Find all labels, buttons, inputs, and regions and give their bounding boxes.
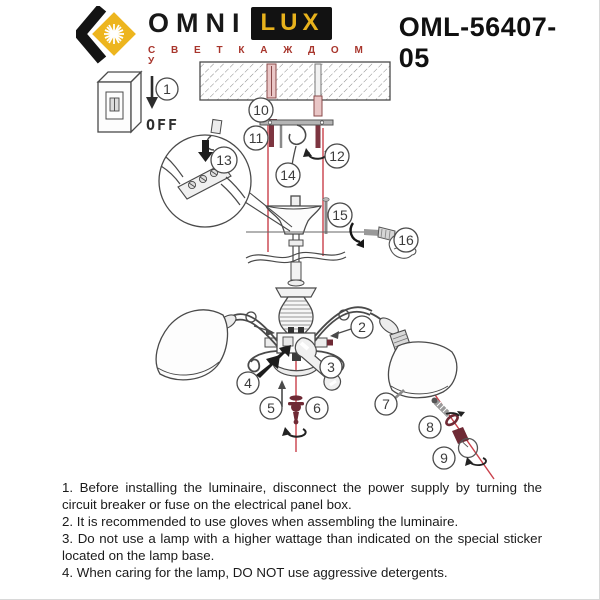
center-column — [276, 288, 316, 333]
svg-text:11: 11 — [248, 130, 264, 146]
svg-text:10: 10 — [253, 102, 269, 118]
ceiling-section — [200, 62, 390, 100]
svg-text:5: 5 — [267, 400, 275, 416]
alignment-guide-lines — [206, 100, 494, 479]
svg-text:6: 6 — [313, 400, 321, 416]
brand-name-secondary: LUX — [251, 7, 332, 40]
instruction-item-2: 2. It is recommended to use gloves when assembling the luminaire. — [62, 514, 459, 529]
svg-text:12: 12 — [329, 148, 345, 164]
rotate-arrow-bottom — [282, 427, 306, 437]
instruction-item-1: 1. Before installing the luminaire, disconnect the power supply by turning the circuit breaker or fuse on the electrical panel box. — [62, 480, 542, 512]
svg-text:2: 2 — [358, 319, 366, 335]
finial-parts — [288, 395, 304, 424]
callout-7 — [375, 393, 397, 415]
callout-4 — [237, 372, 259, 394]
callout-14 — [276, 163, 300, 187]
socket-ring — [445, 411, 465, 427]
callout-1 — [156, 78, 178, 100]
callout-5 — [260, 397, 282, 419]
svg-text:3: 3 — [327, 359, 335, 375]
svg-text:9: 9 — [440, 450, 448, 466]
callout-13 — [211, 147, 237, 173]
rotate-arrow-bulb — [465, 457, 486, 466]
callout-10 — [249, 98, 273, 122]
callout-3 — [320, 356, 342, 378]
wall-anchor-left — [267, 64, 276, 98]
svg-text:7: 7 — [382, 396, 390, 412]
svg-text:15: 15 — [332, 207, 348, 223]
brand-name-primary: OMNI — [148, 7, 247, 38]
svg-text:8: 8 — [426, 419, 434, 435]
svg-text:4: 4 — [244, 375, 252, 391]
brand-tagline: С В Е Т К А Ж Д О М У — [148, 45, 370, 67]
callout-9 — [433, 447, 455, 469]
model-number: OML-56407-05 — [398, 12, 557, 73]
screwdriver-hand — [246, 223, 416, 258]
callout-6 — [306, 397, 328, 419]
canopy — [266, 196, 321, 234]
wall-anchor-right — [314, 64, 322, 116]
callout-2 — [351, 316, 373, 338]
instructions-text — [62, 479, 542, 581]
callout-16 — [394, 228, 418, 252]
right-shade — [388, 342, 456, 398]
wires — [246, 252, 345, 258]
callout-8 — [419, 416, 441, 438]
instruction-item-4: 4. When caring for the lamp, DO NOT use aggressive detergents. — [62, 565, 448, 580]
callout-11 — [244, 126, 268, 150]
left-shade — [156, 310, 238, 380]
svg-text:16: 16 — [398, 232, 414, 248]
mounting-bracket — [260, 120, 333, 125]
callout-12 — [325, 144, 349, 168]
svg-text:14: 14 — [280, 167, 296, 183]
bulb — [452, 427, 478, 458]
callout-15 — [328, 203, 352, 227]
threaded-collar — [432, 398, 451, 416]
wall-switch — [98, 72, 141, 132]
svg-text:1: 1 — [163, 81, 171, 97]
switch-off-label: OFF — [146, 116, 180, 134]
instruction-item-3: 3. Do not use a lamp with a higher wattage than indicated on the special sticker located on the lamp base. — [62, 531, 542, 563]
suspension-stem — [246, 234, 346, 286]
svg-text:13: 13 — [216, 152, 232, 168]
